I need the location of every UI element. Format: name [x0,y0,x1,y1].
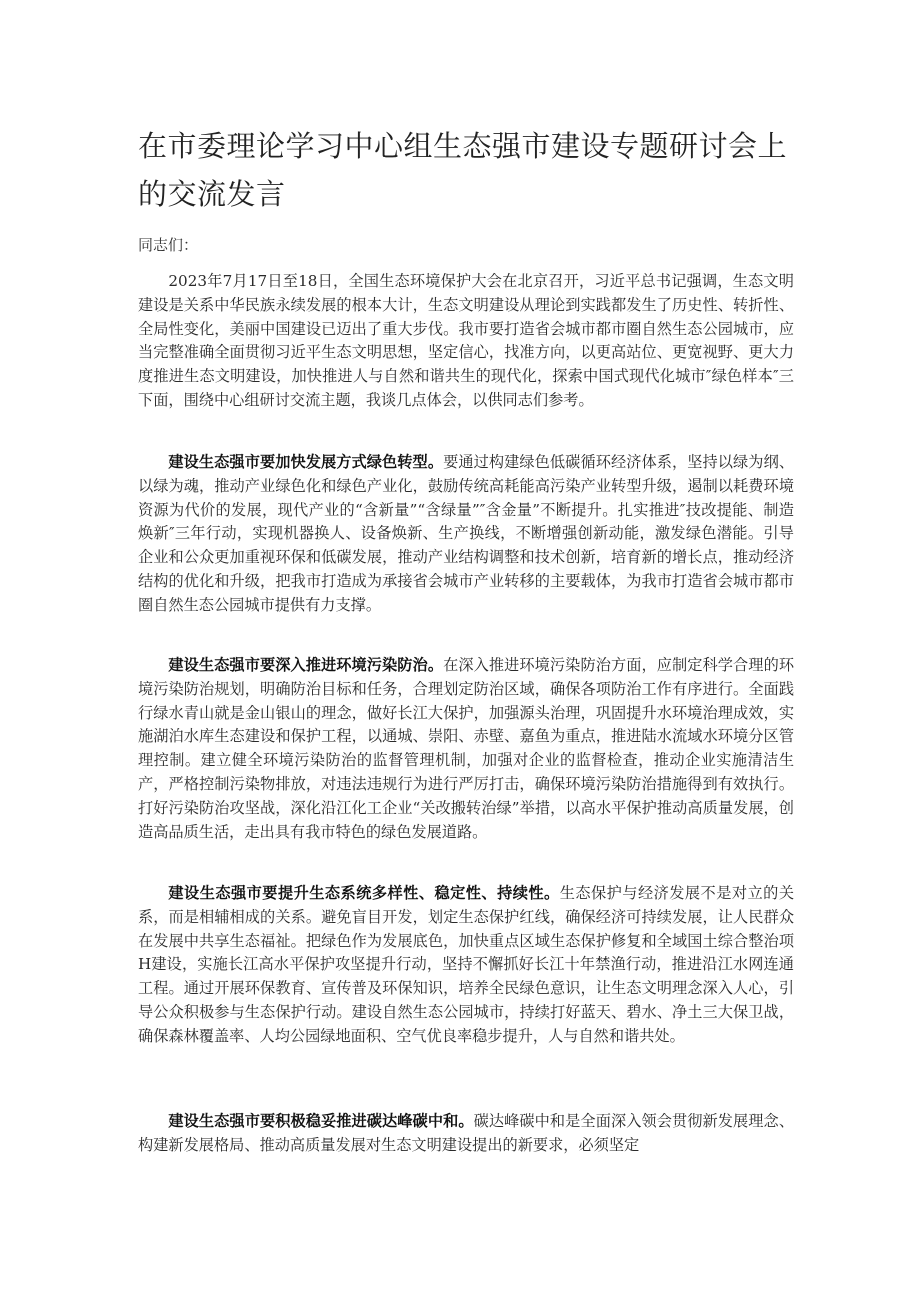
paragraph-text: 在深入推进环境污染防治方面，应制定科学合理的环境污染防治规划，明确防治目标和任务，合理划定防治区域，确保各项防治工作有序进行。全面践行绿水青山就是金山银山的理念，做好长江大保护，加强源头治理，巩固提升水环境治理成效，实施湖泊水库生态建设和保护工程，以通城、崇阳、赤壁、嘉鱼为重点，推进陆水流域水环境分区管理控制。建立健全环境污染防治的监督管理机制，加强对企业的监督检查，推动企业实施清洁生产，严格控制污染物排放，对违法违规行为进行严厉打击，确保环境污染防治措施得到有效执行。打好污染防治攻坚战，深化沿江化工企业“关改搬转治绿”举措，以高水平保护推动高质量发展，创造高品质生活，走出具有我市特色的绿色发展道路。 [138,656,795,841]
paragraph-intro [138,270,794,413]
document-title: 在市委理论学习中心组生态强市建设专题研讨会上的交流发言 [138,129,788,211]
paragraph-carbon-neutrality [138,1110,794,1158]
paragraph-ecosystem-diversity [138,882,794,1049]
paragraph-text: 2023年7月17日至18日，全国生态环境保护大会在北京召开，习近平总书记强调，生态文明建设是关系中华民族永续发展的根本大计，生态文明建设从理论到实践都发生了历史性、转折性、全局性变化，美丽中国建设已迈出了重大步伐。我市要打造省会城市都市圈自然生态公园城市，应当完整准确全面贯彻习近平生态文明思想，坚定信心，找准方向，以更高站位、更宽视野、更大力度推进生态文明建设，加快推进人与自然和谐共生的现代化，探索中国式现代化城市″绿色样本″三下面，围绕中心组研讨交流主题，我谈几点体会，以供同志们参考。 [138,272,794,409]
paragraph-text: 碳达峰碳中和是全面深入领会贯彻新发展理念、构建新发展格局、推动高质量发展对生态文明建设提出的新要求，必须坚定 [138,1112,795,1154]
paragraph-text: 生态保护与经济发展不是对立的关系，而是相辅相成的关系。避免盲目开发，划定生态保护红线，确保经济可持续发展，让人民群众在发展中共享生态福祉。把绿色作为发展底色，加快重点区域生态保护修复和全域国土综合整治项H建设，实施长江高水平保护攻坚提升行动，坚持不懈抓好长江十年禁渔行动，推进沿江水网连通工程。通过开展环保教育、宣传普及环保知识，培养全民绿色意识，让生态文明理念深入人心，引导公众积极参与生态保护行动。建设自然生态公园城市，持续打好蓝天、碧水、净土三大保卫战，确保森林覆盖率、人均公园绿地面积、空气优良率稳步提升，人与自然和谐共处。 [138,884,795,1045]
paragraph-green-transformation [138,451,794,618]
paragraph-text: 要通过构建绿色低碳循环经济体系，坚持以绿为纲、以绿为魂，推动产业绿色化和绿色产业化，鼓励传统高耗能高污染产业转型升级，遏制以耗费环境资源为代价的发展，现代产业的“含新量”“含绿量”″含金量”不断提升。扎实推进″技改提能、制造焕新″三年行动，实现机器换人、设备焕新、生产换线，不断增强创新动能，激发绿色潜能。引导企业和公众更加重视环保和低碳发展，推动产业结构调整和技术创新，培育新的增长点，推动经济结构的优化和升级，把我市打造成为承接省会城市产业转移的主要载体，为我市打造省会城市都市圈自然生态公园城市提供有力支撑。 [138,453,795,614]
paragraph-pollution-control [138,654,794,844]
salutation: 同志们： [138,236,199,254]
paragraph-lead: 建设生态强市要积极稳妥推进碳达峰碳中和。 [168,1112,474,1130]
paragraph-lead: 建设生态强市要提升生态系统多样性、稳定性、持续性。 [168,884,560,902]
paragraph-lead: 建设生态强市要深入推进环境污染防治。 [168,656,444,674]
paragraph-lead: 建设生态强市要加快发展方式绿色转型。 [168,453,444,471]
